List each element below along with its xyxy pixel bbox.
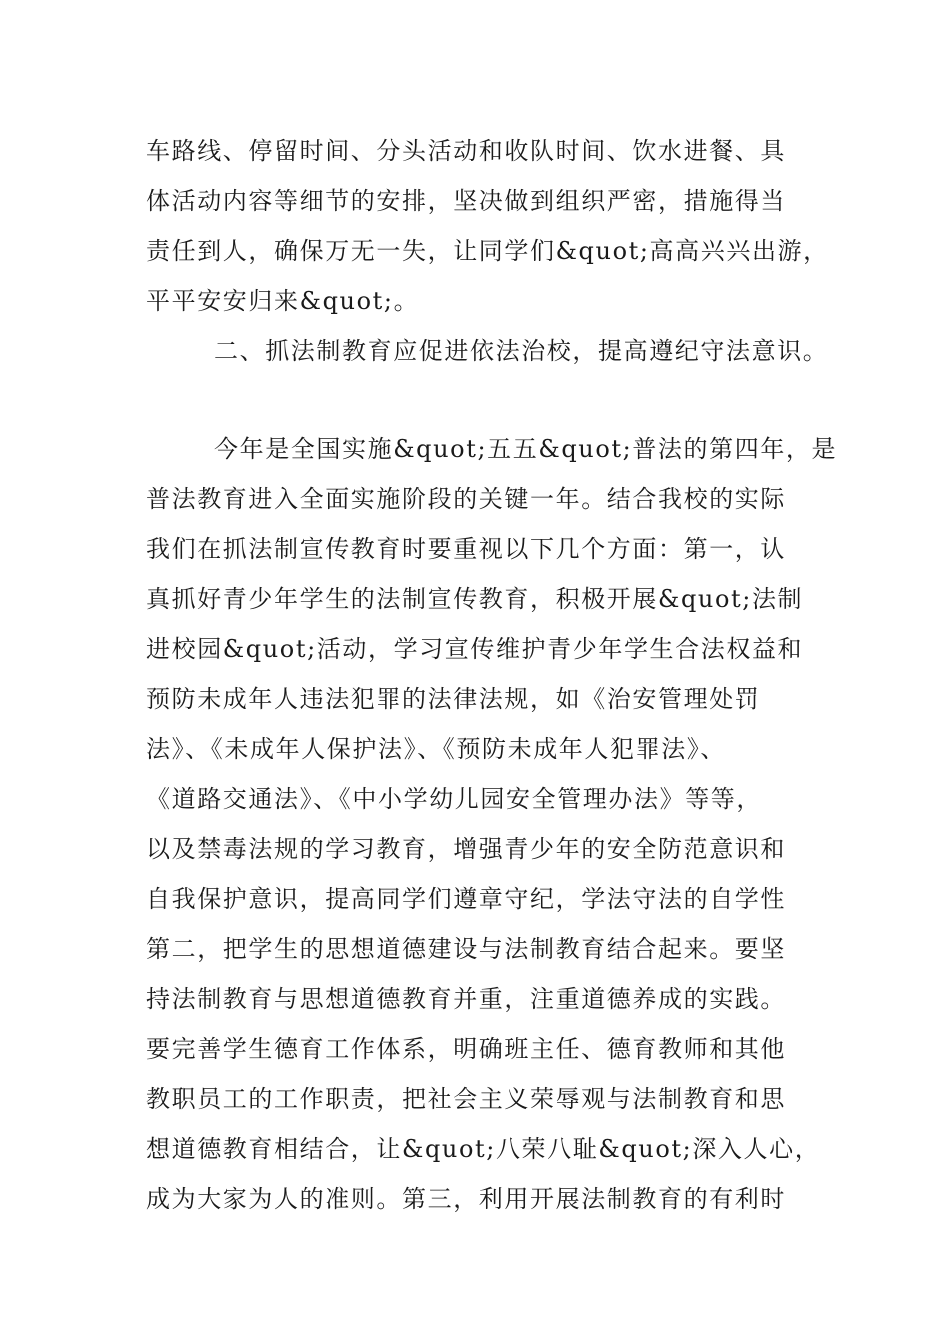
text-line: 《道路交通法》、《中小学幼儿园安全管理办法》等等， bbox=[146, 785, 762, 813]
text-line: 预防未成年人违法犯罪的法律法规，如《治安管理处罚 bbox=[146, 685, 761, 713]
text-line: 真抓好青少年学生的法制宣传教育，积极开展&quot;法制 bbox=[146, 585, 804, 613]
text-line: 我们在抓法制宣传教育时要重视以下几个方面：第一，认 bbox=[146, 535, 786, 563]
text-line: 持法制教育与思想道德教育并重，注重道德养成的实践。 bbox=[146, 985, 786, 1013]
text-line: 平平安安归来&quot;。 bbox=[146, 287, 420, 315]
text-line: 车路线、停留时间、分头活动和收队时间、饮水进餐、具 bbox=[146, 137, 786, 165]
text-line: 以及禁毒法规的学习教育，增强青少年的安全防范意识和 bbox=[146, 835, 786, 863]
paragraph-first-line: 今年是全国实施&quot;五五&quot;普法的第四年，是 bbox=[214, 435, 838, 463]
section-heading: 二、抓法制教育应促进依法治校，提高遵纪守法意识。 bbox=[214, 337, 829, 365]
text-line: 第二，把学生的思想道德建设与法制教育结合起来。要坚 bbox=[146, 935, 786, 963]
text-line: 普法教育进入全面实施阶段的关键一年。结合我校的实际 bbox=[146, 485, 786, 513]
text-line: 责任到人，确保万无一失，让同学们&quot;高高兴兴出游， bbox=[146, 237, 829, 265]
text-line: 教职员工的工作职责，把社会主义荣辱观与法制教育和思 bbox=[146, 1085, 786, 1113]
text-line: 想道德教育相结合，让&quot;八荣八耻&quot;深入人心， bbox=[146, 1135, 821, 1163]
text-line: 成为大家为人的准则。第三，利用开展法制教育的有利时 bbox=[146, 1185, 786, 1213]
text-line: 自我保护意识，提高同学们遵章守纪，学法守法的自学性 bbox=[146, 885, 786, 913]
text-line: 进校园&quot;活动，学习宣传维护青少年学生合法权益和 bbox=[146, 635, 804, 663]
text-line: 法》、《未成年人保护法》、《预防未成年人犯罪法》、 bbox=[146, 735, 726, 763]
text-line: 体活动内容等细节的安排，坚决做到组织严密，措施得当 bbox=[146, 187, 786, 215]
text-line: 要完善学生德育工作体系，明确班主任、德育教师和其他 bbox=[146, 1035, 786, 1063]
